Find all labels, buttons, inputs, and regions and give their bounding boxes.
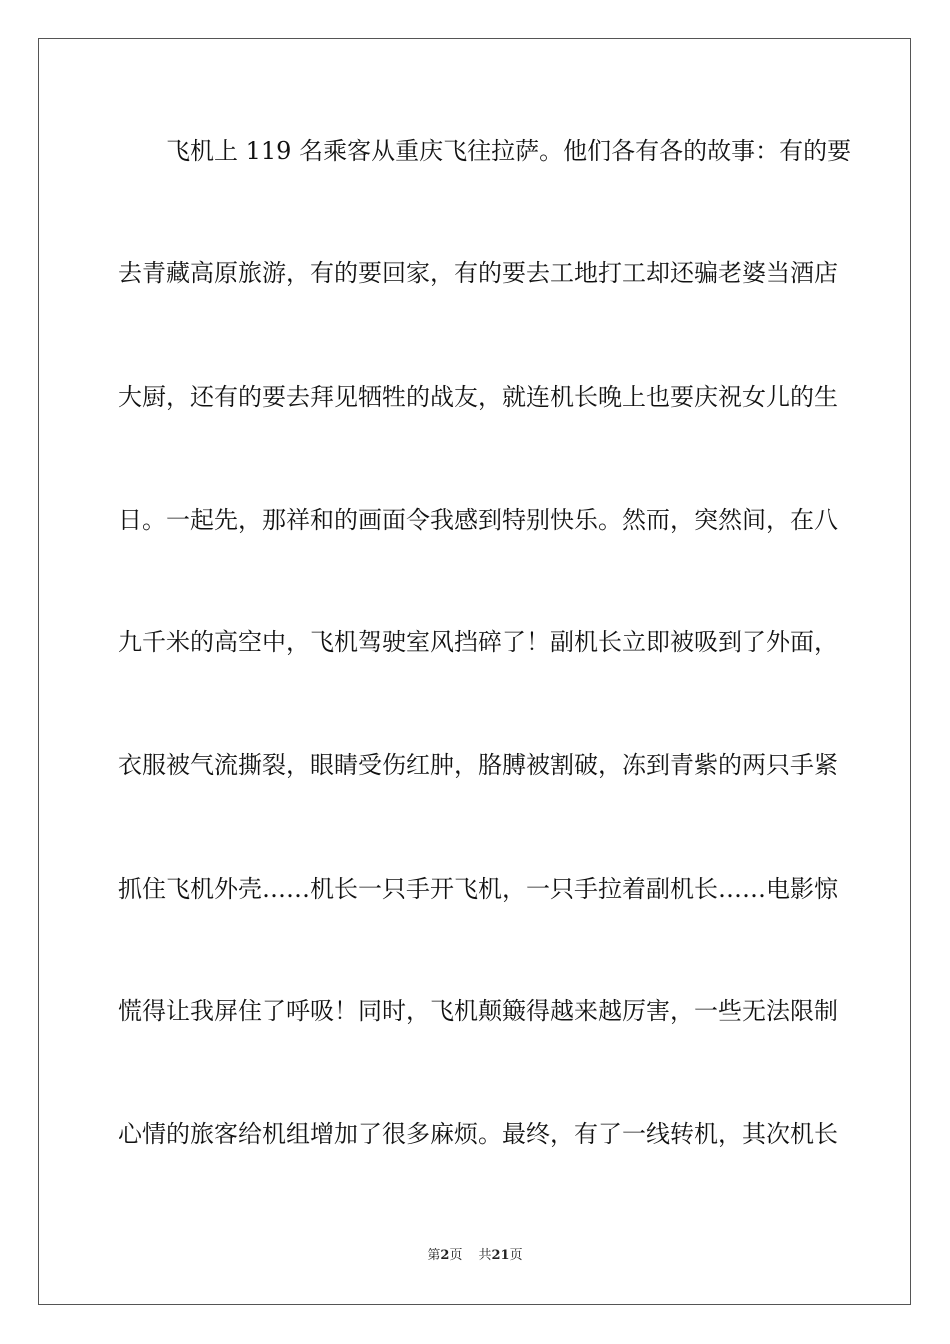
page-total: 21 — [491, 1248, 510, 1263]
page-number: 2 — [440, 1248, 450, 1263]
text-line-4: 日。一起先，那祥和的画面令我感到特别快乐。然而，突然间，在八 — [118, 506, 838, 534]
text-line-8: 慌得让我屏住了呼吸！同时，飞机颠簸得越来越厉害，一些无法限制 — [118, 997, 838, 1025]
page-unit: 页 — [449, 1248, 463, 1263]
text-line-5: 九千米的高空中，飞机驾驶室风挡碎了！副机长立即被吸到了外面， — [118, 628, 838, 656]
text-line-7: 抓住飞机外壳……机长一只手开飞机，一只手拉着副机长……电影惊 — [118, 875, 838, 903]
text-line-6: 衣服被气流撕裂，眼睛受伤红肿，胳膊被割破，冻到青紫的两只手紧 — [118, 751, 838, 779]
text-line-1: 飞机上 119 名乘客从重庆飞往拉萨。他们各有各的故事：有的要 — [166, 137, 852, 165]
total-unit: 页 — [509, 1248, 523, 1263]
text-line-3: 大厨，还有的要去拜见牺牲的战友，就连机长晚上也要庆祝女儿的生 — [118, 383, 838, 411]
total-prefix: 共 — [478, 1248, 492, 1263]
page-prefix: 第 — [427, 1248, 441, 1263]
text-line-2: 去青藏高原旅游，有的要回家，有的要去工地打工却还骗老婆当酒店 — [118, 259, 838, 287]
page-footer — [0, 1247, 950, 1265]
text-line-9: 心情的旅客给机组增加了很多麻烦。最终，有了一线转机，其次机长 — [118, 1120, 838, 1148]
